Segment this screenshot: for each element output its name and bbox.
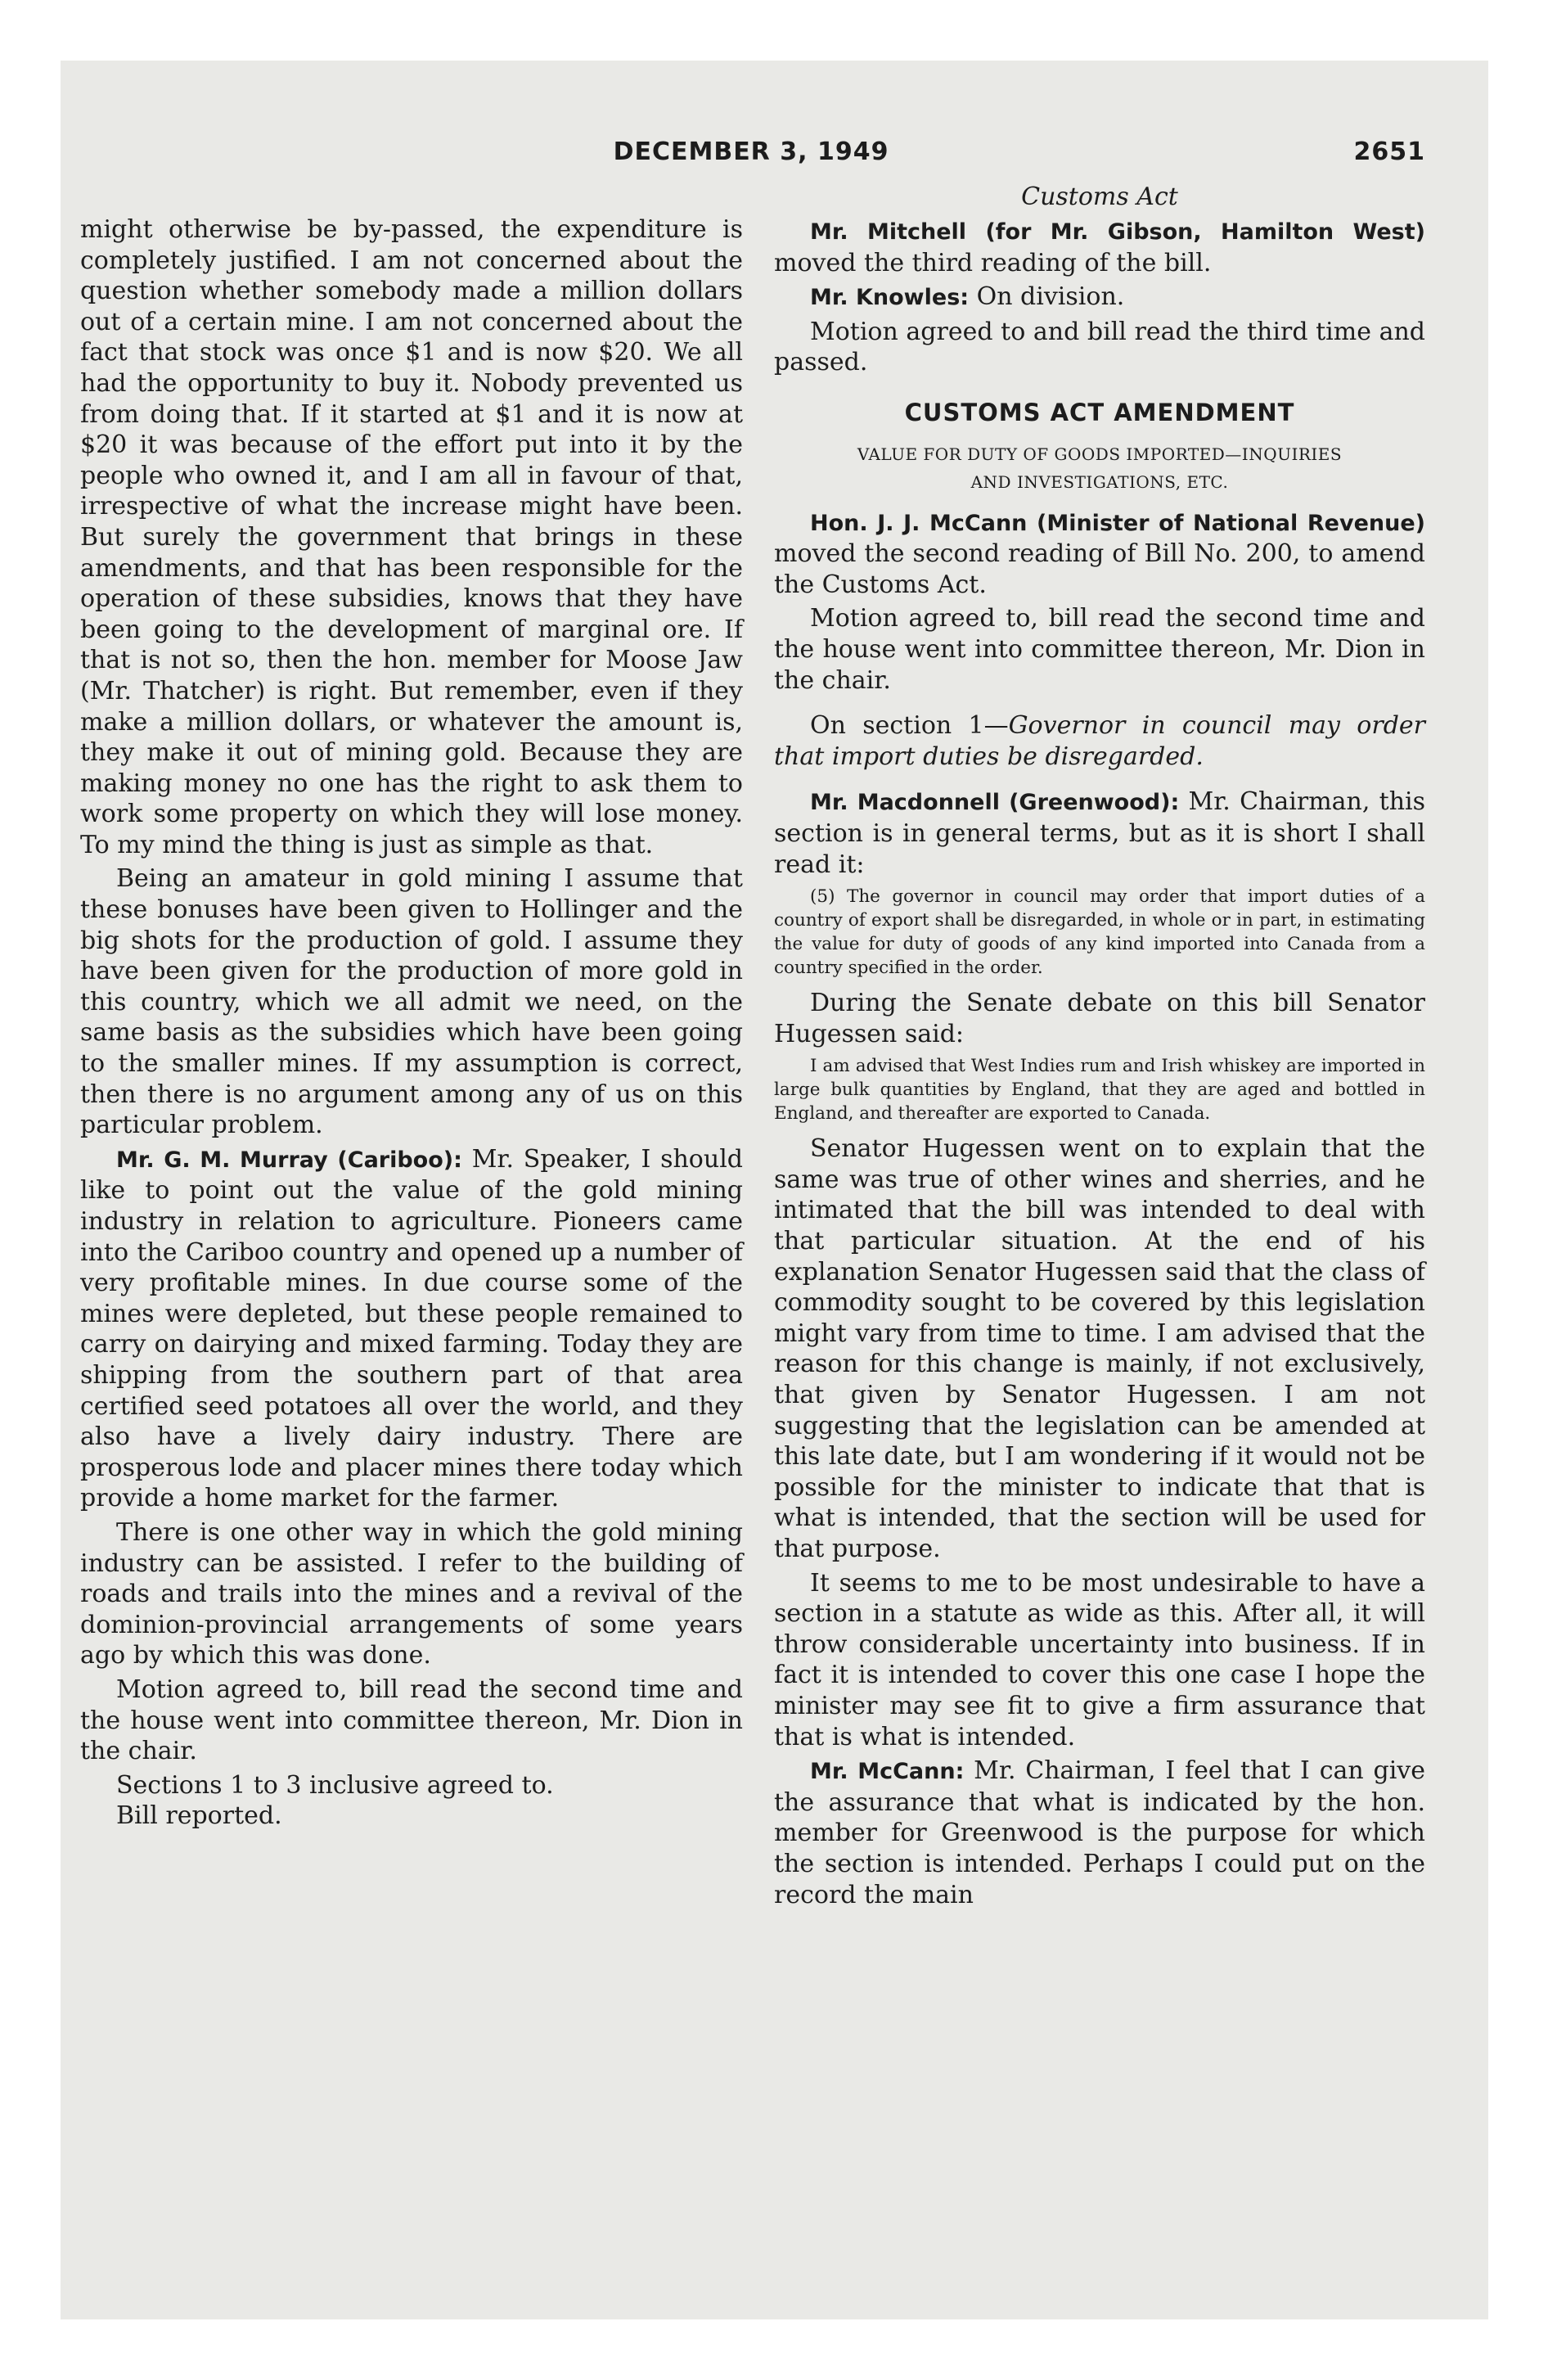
paragraph: might otherwise be by-passed, the expenditure is completely justified. I am not concerned about the question whether somebody made a million dollars out of a certain mine. I am not concerned about the fact that stock was once $1 and is now $20. We all had the opportunity to buy it. Nobody prevented us from doing that. If it started at $1 and it is now at $20 it was because of the effort put into it by the people who owned it, and I am all in favour of that, irrespective of what the increase might have been. But surely the government that brings in these amendments, and that has been responsible for the operation of these subsidies, knows that they have been going to the development of marginal ore. If that is not so, then the hon. member for Moose Jaw (Mr. Thatcher) is right. But remember, even if they make a million dollars, or whatever the amount is, they make it out of mining gold. Because they are making money no one has the right to ask them to work some property on which they will lose money. To my mind the thing is just as simple as that. [80, 215, 743, 859]
speech-text: On division. [969, 282, 1125, 312]
paragraph: Being an amateur in gold mining I assume that these bonuses have been given to Hollinger and the big shots for the production of gold. I assume they have been given for the production of more gold in this country, which we all admit we need, on the same basis as the subsidies which have been going to the smaller mines. If my assumption is correct, then there is no argument among any of us on this particular problem. [80, 864, 743, 1140]
paragraph: It seems to me to be most undesirable to have a section in a statute as wide as this. After all, it will throw considerable uncertainty into business. If in fact it is intended to cover this one case I hope the minister may see fit to give a firm assurance that that is what is intended. [774, 1568, 1425, 1751]
speech-text: moved the third reading of the bill. [774, 248, 1212, 277]
subheading-line: AND INVESTIGATIONS, ETC. [970, 471, 1229, 492]
speech-paragraph [774, 787, 1425, 880]
speech-paragraph [774, 282, 1425, 313]
clause-prefix: On section 1— [810, 711, 1009, 741]
speech-text: Mr. Chairman, this section is in general terms, but as it is short I shall read it: [774, 787, 1426, 879]
right-column [774, 182, 1425, 1910]
paragraph: Sections 1 to 3 inclusive agreed to. [116, 1770, 554, 1800]
paragraph: Senator Hugessen went on to explain that the same was true of other wines and sherries, and he intimated that the bill was intended to deal with that particular situation. At the end of his explanation Senator Hugessen said that the class of commodity sought to be covered by this legislation might vary from time to time. I am advised that the reason for this change is mainly, if not exclusively, that given by Senator Hugessen. I am not suggesting that the legislation can be amended at this late date, but I am wondering if it would not be possible for the minister to indicate that that is what is intended, that the section will be used for that purpose. [774, 1134, 1425, 1563]
speaker-name: Mr. Mitchell (for Mr. Gibson, Hamilton West) [810, 219, 1425, 245]
left-column [80, 214, 743, 1832]
speaker-name: Hon. J. J. McCann (Minister of National Revenue) [810, 510, 1425, 536]
paragraph: Motion agreed to, bill read the second time and the house went into committee thereon, Mr. Dion in the chair. [80, 1675, 743, 1766]
speech-paragraph [774, 1756, 1425, 1910]
speech-text: moved the second reading of Bill No. 200, to amend the Customs Act. [774, 539, 1425, 599]
quoted-statement: I am advised that West Indies rum and Irish whiskey are imported in large bulk quantities by England, that they are aged and bottled in England, and thereafter are exported to Canada. [774, 1056, 1425, 1125]
page-header [77, 137, 1425, 178]
speech-paragraph [774, 216, 1425, 278]
speech-paragraph [774, 507, 1425, 601]
speaker-name: Mr. Knowles: [810, 285, 970, 311]
page-number: 2651 [1353, 137, 1425, 166]
paragraph: Motion agreed to, bill read the second time and the house went into committee thereon, Mr. Dion in the chair. [774, 604, 1425, 695]
clause-paragraph [774, 710, 1425, 772]
section-subheading [774, 440, 1425, 496]
clause-title: Governor in council may order that import duties be disregarded. [774, 711, 1425, 771]
speech-text: Mr. Speaker, I should like to point out the value of the gold mining industry in relation to agriculture. Pioneers came into the Cariboo country and opened up a number of very profitable mines. In due course some of the mines were depleted, but these people remained to carry on dairying and mixed farming. Today they are shipping from the southern part of that area certified seed potatoes all over the world, and they also have a lively dairy industry. There are prosperous lode and placer mines there today which provide a home market for the farmer. [80, 1144, 743, 1513]
subheading-line: VALUE FOR DUTY OF GOODS IMPORTED—INQUIRIES [857, 444, 1343, 464]
speaker-name: Mr. Macdonnell (Greenwood): [810, 790, 1180, 816]
paragraph: Bill reported. [116, 1801, 282, 1831]
section-heading: CUSTOMS ACT AMENDMENT [904, 398, 1295, 426]
speaker-name: Mr. G. M. Murray (Cariboo): [116, 1147, 462, 1173]
running-head: Customs Act [1021, 183, 1178, 211]
header-date: DECEMBER 3, 1949 [613, 137, 889, 166]
speech-text: Mr. Chairman, I feel that I can give the assurance that what is indicated by the hon. member for Greenwood is the purpose for which the section is intended. Perhaps I could put on the record the main [774, 1756, 1425, 1909]
speech-paragraph [80, 1144, 743, 1514]
speaker-name: Mr. McCann: [810, 1759, 965, 1785]
quoted-section: (5) The governor in council may order that import duties of a country of export shall be disregarded, in whole or in part, in estimating the value for duty of goods of any kind imported into Canada from a country specified in the order. [774, 886, 1425, 979]
paragraph: During the Senate debate on this bill Senator Hugessen said: [774, 989, 1425, 1048]
paragraph: There is one other way in which the gold mining industry can be assisted. I refer to the building of roads and trails into the mines and a revival of the dominion-provincial arrangements of some years ago by which this was done. [80, 1517, 743, 1670]
paragraph: Motion agreed to and bill read the third time and passed. [774, 317, 1425, 377]
